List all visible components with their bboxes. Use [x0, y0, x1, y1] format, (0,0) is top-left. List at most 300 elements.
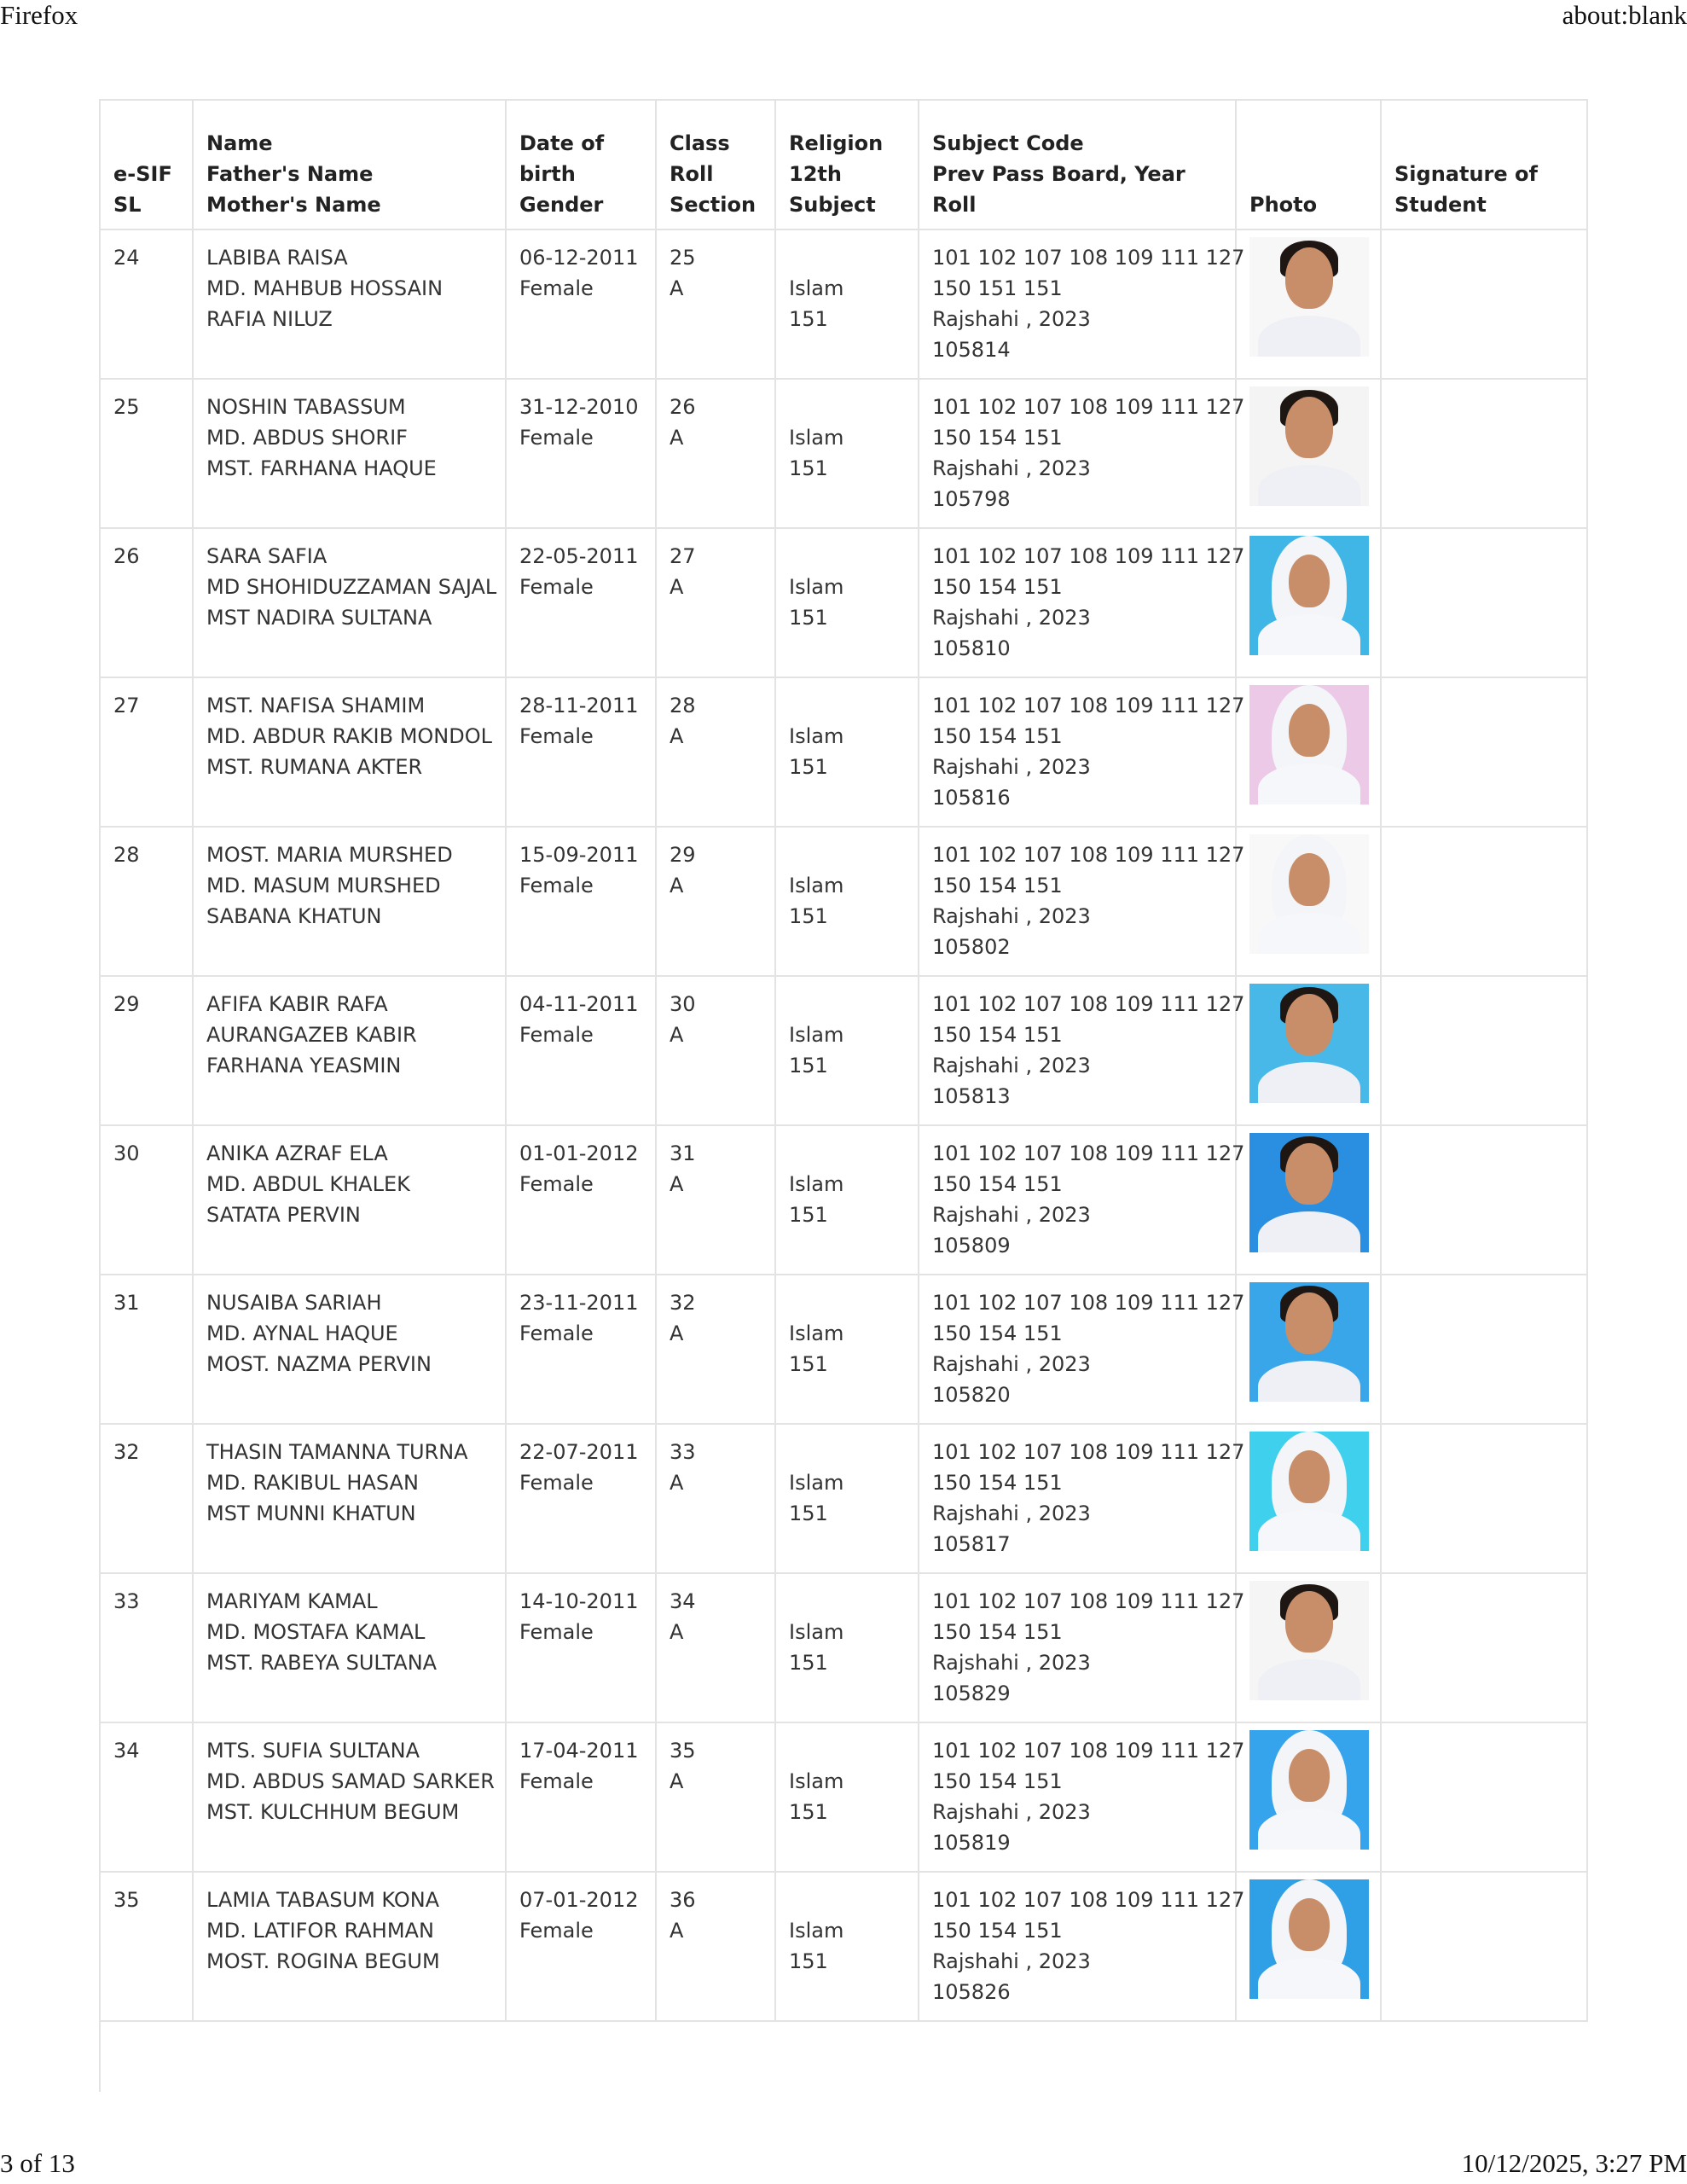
student-name: MARIYAM KAMAL: [206, 1589, 378, 1613]
serial-number: 30: [113, 1141, 140, 1165]
prev-pass-board-year: Rajshahi , 2023: [932, 1800, 1091, 1824]
gender: Female: [519, 426, 594, 450]
subject-codes: 101 102 107 108 109 111 127: [932, 1291, 1245, 1315]
date-of-birth: 22-05-2011: [519, 544, 639, 568]
gender: Female: [519, 1919, 594, 1943]
cell-dob: [506, 1872, 656, 2021]
student-photo: [1249, 1879, 1369, 1999]
student-photo: [1249, 1432, 1369, 1551]
serial-number: 27: [113, 694, 140, 717]
prev-pass-board-year: Rajshahi , 2023: [932, 755, 1091, 779]
religion: Islam: [789, 1321, 844, 1345]
prev-roll: 105820: [932, 1383, 1011, 1407]
date-of-birth: 06-12-2011: [519, 246, 639, 270]
cell-signature: [1381, 677, 1587, 827]
student-name: LABIBA RAISA: [206, 246, 348, 270]
cell-subject: [919, 528, 1245, 677]
prev-roll: 105816: [932, 786, 1011, 810]
prev-pass-board-year: Rajshahi , 2023: [932, 307, 1091, 331]
cell-sl: [100, 1424, 193, 1573]
gender: Female: [519, 1620, 594, 1644]
table-row: [100, 1275, 1587, 1424]
cell-class: [656, 1125, 775, 1275]
religion: Islam: [789, 1620, 844, 1644]
religion: Islam: [789, 426, 844, 450]
table-row: [100, 1424, 1587, 1573]
serial-number: 26: [113, 544, 140, 568]
cell-signature: [1381, 1125, 1587, 1275]
student-photo: [1249, 1133, 1369, 1252]
cell-photo: [1236, 1125, 1381, 1275]
cell-signature: [1381, 827, 1587, 976]
mother-name: MST. RUMANA AKTER: [206, 755, 423, 779]
cell-name: [193, 1125, 506, 1275]
date-of-birth: 23-11-2011: [519, 1291, 639, 1315]
twelfth-subject: 151: [789, 1203, 828, 1227]
prev-pass-board-year: Rajshahi , 2023: [932, 1203, 1091, 1227]
cell-subject: [919, 976, 1245, 1125]
father-name: MD. MAHBUB HOSSAIN: [206, 276, 443, 300]
date-of-birth: 14-10-2011: [519, 1589, 639, 1613]
cell-sl: [100, 1275, 193, 1424]
cell-class: [656, 1722, 775, 1872]
serial-number: 34: [113, 1739, 140, 1763]
cell-photo: [1236, 827, 1381, 976]
prev-roll: 105810: [932, 636, 1011, 660]
class-roll: 36: [670, 1888, 696, 1912]
prev-pass-board-year: Rajshahi , 2023: [932, 1949, 1091, 1973]
mother-name: RAFIA NILUZ: [206, 307, 333, 331]
father-name: AURANGAZEB KABIR: [206, 1023, 417, 1047]
mother-name: MST. KULCHHUM BEGUM: [206, 1800, 460, 1824]
gender: Female: [519, 575, 594, 599]
cell-sl: [100, 677, 193, 827]
cell-signature: [1381, 976, 1587, 1125]
class-roll: 27: [670, 544, 696, 568]
cell-religion: [775, 1872, 919, 2021]
cell-photo: [1236, 379, 1381, 528]
subject-codes-cont: 150 154 151: [932, 1172, 1063, 1196]
cell-photo: [1236, 1872, 1381, 2021]
father-name: MD. ABDUR RAKIB MONDOL: [206, 724, 493, 748]
father-name: MD. MOSTAFA KAMAL: [206, 1620, 426, 1644]
subject-codes: 101 102 107 108 109 111 127: [932, 1589, 1245, 1613]
father-name: MD. AYNAL HAQUE: [206, 1321, 398, 1345]
mother-name: FARHANA YEASMIN: [206, 1054, 402, 1077]
section: A: [670, 426, 684, 450]
cell-subject: [919, 1722, 1245, 1872]
mother-name: MST. FARHANA HAQUE: [206, 456, 437, 480]
cell-religion: [775, 677, 919, 827]
cell-signature: [1381, 379, 1587, 528]
cell-subject: [919, 229, 1245, 379]
student-name: MTS. SUFIA SULTANA: [206, 1739, 420, 1763]
serial-number: 28: [113, 843, 140, 867]
date-of-birth: 31-12-2010: [519, 395, 639, 419]
religion: Islam: [789, 276, 844, 300]
cell-class: [656, 827, 775, 976]
student-name: SARA SAFIA: [206, 544, 328, 568]
religion: Islam: [789, 1172, 844, 1196]
cell-subject: [919, 379, 1245, 528]
table-continuation-rule: [99, 2013, 101, 2092]
class-roll: 28: [670, 694, 696, 717]
class-roll: 26: [670, 395, 696, 419]
page-indicator: 3 of 13: [0, 2148, 75, 2178]
section: A: [670, 575, 684, 599]
cell-sl: [100, 229, 193, 379]
print-timestamp: 10/12/2025, 3:27 PM: [1461, 2148, 1687, 2178]
class-roll: 33: [670, 1440, 696, 1464]
student-photo: [1249, 834, 1369, 954]
cell-photo: [1236, 1722, 1381, 1872]
student-photo: [1249, 685, 1369, 804]
date-of-birth: 15-09-2011: [519, 843, 639, 867]
subject-codes: 101 102 107 108 109 111 127: [932, 395, 1245, 419]
section: A: [670, 724, 684, 748]
subject-codes-cont: 150 154 151: [932, 874, 1063, 897]
twelfth-subject: 151: [789, 307, 828, 331]
cell-sl: [100, 1872, 193, 2021]
cell-class: [656, 379, 775, 528]
student-photo: [1249, 1730, 1369, 1850]
father-name: MD. RAKIBUL HASAN: [206, 1471, 419, 1495]
section: A: [670, 1919, 684, 1943]
gender: Female: [519, 1471, 594, 1495]
cell-photo: [1236, 1573, 1381, 1722]
cell-sl: [100, 1722, 193, 1872]
cell-religion: [775, 1125, 919, 1275]
subject-codes: 101 102 107 108 109 111 127: [932, 1440, 1245, 1464]
prev-pass-board-year: Rajshahi , 2023: [932, 456, 1091, 480]
student-photo: [1249, 984, 1369, 1103]
header-name: Name Father's Name Mother's Name: [193, 100, 506, 229]
student-photo: [1249, 386, 1369, 506]
subject-codes-cont: 150 154 151: [932, 1471, 1063, 1495]
twelfth-subject: 151: [789, 1054, 828, 1077]
subject-codes-cont: 150 151 151: [932, 276, 1063, 300]
subject-codes-cont: 150 154 151: [932, 1023, 1063, 1047]
date-of-birth: 22-07-2011: [519, 1440, 639, 1464]
date-of-birth: 01-01-2012: [519, 1141, 639, 1165]
table-row: [100, 379, 1587, 528]
cell-name: [193, 1275, 506, 1424]
cell-religion: [775, 528, 919, 677]
header-signature: Signature of Student: [1381, 100, 1587, 229]
cell-name: [193, 677, 506, 827]
prev-roll: 105826: [932, 1980, 1011, 2004]
cell-dob: [506, 976, 656, 1125]
cell-subject: [919, 1872, 1245, 2021]
student-name: AFIFA KABIR RAFA: [206, 992, 388, 1016]
student-name: MST. NAFISA SHAMIM: [206, 694, 426, 717]
cell-subject: [919, 1275, 1245, 1424]
cell-religion: [775, 976, 919, 1125]
header-dob: Date of birth Gender: [506, 100, 656, 229]
religion: Islam: [789, 575, 844, 599]
class-roll: 34: [670, 1589, 696, 1613]
religion: Islam: [789, 1769, 844, 1793]
cell-sl: [100, 1125, 193, 1275]
table-header-row: [100, 100, 1587, 229]
cell-name: [193, 827, 506, 976]
cell-photo: [1236, 528, 1381, 677]
table-row: [100, 1722, 1587, 1872]
cell-signature: [1381, 1722, 1587, 1872]
cell-subject: [919, 677, 1245, 827]
twelfth-subject: 151: [789, 1949, 828, 1973]
cell-religion: [775, 1722, 919, 1872]
class-roll: 29: [670, 843, 696, 867]
gender: Female: [519, 1023, 594, 1047]
religion: Islam: [789, 1023, 844, 1047]
subject-codes-cont: 150 154 151: [932, 724, 1063, 748]
table-row: [100, 827, 1587, 976]
subject-codes: 101 102 107 108 109 111 127: [932, 1141, 1245, 1165]
cell-class: [656, 1573, 775, 1722]
gender: Female: [519, 874, 594, 897]
class-roll: 32: [670, 1291, 696, 1315]
twelfth-subject: 151: [789, 755, 828, 779]
student-roster-table: [99, 99, 1588, 2022]
cell-photo: [1236, 1275, 1381, 1424]
cell-class: [656, 677, 775, 827]
student-name: NUSAIBA SARIAH: [206, 1291, 382, 1315]
mother-name: SATATA PERVIN: [206, 1203, 361, 1227]
prev-roll: 105813: [932, 1084, 1011, 1108]
table-row: [100, 1573, 1587, 1722]
cell-class: [656, 976, 775, 1125]
cell-class: [656, 1872, 775, 2021]
religion: Islam: [789, 724, 844, 748]
cell-subject: [919, 1573, 1245, 1722]
subject-codes: 101 102 107 108 109 111 127: [932, 1888, 1245, 1912]
mother-name: MST NADIRA SULTANA: [206, 606, 432, 630]
date-of-birth: 28-11-2011: [519, 694, 639, 717]
browser-name: Firefox: [0, 0, 78, 30]
mother-name: MST MUNNI KHATUN: [206, 1502, 416, 1525]
header-photo: Photo: [1236, 100, 1381, 229]
twelfth-subject: 151: [789, 1800, 828, 1824]
table-row: [100, 528, 1587, 677]
subject-codes-cont: 150 154 151: [932, 1919, 1063, 1943]
section: A: [670, 1172, 684, 1196]
section: A: [670, 1023, 684, 1047]
subject-codes-cont: 150 154 151: [932, 1321, 1063, 1345]
cell-religion: [775, 1275, 919, 1424]
cell-class: [656, 1275, 775, 1424]
cell-name: [193, 1722, 506, 1872]
gender: Female: [519, 1321, 594, 1345]
subject-codes: 101 102 107 108 109 111 127: [932, 843, 1245, 867]
cell-dob: [506, 1275, 656, 1424]
gender: Female: [519, 1769, 594, 1793]
prev-pass-board-year: Rajshahi , 2023: [932, 1352, 1091, 1376]
section: A: [670, 1471, 684, 1495]
twelfth-subject: 151: [789, 904, 828, 928]
cell-dob: [506, 1573, 656, 1722]
gender: Female: [519, 724, 594, 748]
student-photo: [1249, 237, 1369, 357]
cell-name: [193, 229, 506, 379]
class-roll: 30: [670, 992, 696, 1016]
cell-photo: [1236, 677, 1381, 827]
prev-roll: 105814: [932, 338, 1011, 362]
date-of-birth: 07-01-2012: [519, 1888, 639, 1912]
cell-name: [193, 1424, 506, 1573]
cell-class: [656, 229, 775, 379]
student-photo: [1249, 536, 1369, 655]
serial-number: 25: [113, 395, 140, 419]
page-url: about:blank: [1562, 0, 1687, 30]
prev-pass-board-year: Rajshahi , 2023: [932, 904, 1091, 928]
serial-number: 33: [113, 1589, 140, 1613]
cell-signature: [1381, 229, 1587, 379]
header-religion: Religion 12th Subject: [775, 100, 919, 229]
prev-pass-board-year: Rajshahi , 2023: [932, 606, 1091, 630]
cell-name: [193, 1872, 506, 2021]
subject-codes: 101 102 107 108 109 111 127: [932, 1739, 1245, 1763]
serial-number: 32: [113, 1440, 140, 1464]
table-row: [100, 677, 1587, 827]
prev-roll: 105829: [932, 1682, 1011, 1705]
cell-dob: [506, 528, 656, 677]
subject-codes: 101 102 107 108 109 111 127: [932, 992, 1245, 1016]
subject-codes-cont: 150 154 151: [932, 575, 1063, 599]
father-name: MD. ABDUS SHORIF: [206, 426, 408, 450]
header-class: Class Roll Section: [656, 100, 775, 229]
student-name: NOSHIN TABASSUM: [206, 395, 406, 419]
serial-number: 24: [113, 246, 140, 270]
cell-dob: [506, 1125, 656, 1275]
twelfth-subject: 151: [789, 1502, 828, 1525]
student-name: LAMIA TABASUM KONA: [206, 1888, 440, 1912]
student-name: ANIKA AZRAF ELA: [206, 1141, 388, 1165]
mother-name: MOST. ROGINA BEGUM: [206, 1949, 440, 1973]
date-of-birth: 17-04-2011: [519, 1739, 639, 1763]
cell-class: [656, 528, 775, 677]
cell-sl: [100, 528, 193, 677]
table-row: [100, 1125, 1587, 1275]
table-row: [100, 1872, 1587, 2021]
cell-religion: [775, 1573, 919, 1722]
cell-religion: [775, 1424, 919, 1573]
cell-religion: [775, 379, 919, 528]
gender: Female: [519, 1172, 594, 1196]
subject-codes-cont: 150 154 151: [932, 1769, 1063, 1793]
cell-dob: [506, 229, 656, 379]
father-name: MD. ABDUL KHALEK: [206, 1172, 410, 1196]
prev-pass-board-year: Rajshahi , 2023: [932, 1054, 1091, 1077]
subject-codes: 101 102 107 108 109 111 127: [932, 694, 1245, 717]
cell-sl: [100, 1573, 193, 1722]
religion: Islam: [789, 1471, 844, 1495]
prev-roll: 105809: [932, 1234, 1011, 1258]
cell-name: [193, 379, 506, 528]
prev-roll: 105817: [932, 1532, 1011, 1556]
religion: Islam: [789, 874, 844, 897]
gender: Female: [519, 276, 594, 300]
cell-signature: [1381, 1424, 1587, 1573]
subject-codes-cont: 150 154 151: [932, 1620, 1063, 1644]
subject-codes: 101 102 107 108 109 111 127: [932, 246, 1245, 270]
father-name: MD. MASUM MURSHED: [206, 874, 441, 897]
father-name: MD. LATIFOR RAHMAN: [206, 1919, 434, 1943]
serial-number: 35: [113, 1888, 140, 1912]
twelfth-subject: 151: [789, 606, 828, 630]
cell-sl: [100, 976, 193, 1125]
cell-subject: [919, 1125, 1245, 1275]
cell-dob: [506, 1722, 656, 1872]
subject-codes: 101 102 107 108 109 111 127: [932, 544, 1245, 568]
cell-name: [193, 528, 506, 677]
class-roll: 31: [670, 1141, 696, 1165]
cell-religion: [775, 827, 919, 976]
cell-name: [193, 1573, 506, 1722]
prev-pass-board-year: Rajshahi , 2023: [932, 1651, 1091, 1675]
cell-photo: [1236, 976, 1381, 1125]
table-row: [100, 976, 1587, 1125]
cell-signature: [1381, 1275, 1587, 1424]
section: A: [670, 1620, 684, 1644]
twelfth-subject: 151: [789, 1352, 828, 1376]
cell-dob: [506, 677, 656, 827]
cell-dob: [506, 379, 656, 528]
class-roll: 25: [670, 246, 696, 270]
header-subject: Subject Code Prev Pass Board, Year Roll: [919, 100, 1236, 229]
class-roll: 35: [670, 1739, 696, 1763]
table-row: [100, 229, 1587, 379]
section: A: [670, 276, 684, 300]
cell-sl: [100, 379, 193, 528]
twelfth-subject: 151: [789, 456, 828, 480]
cell-subject: [919, 827, 1245, 976]
cell-dob: [506, 827, 656, 976]
religion: Islam: [789, 1919, 844, 1943]
header-sl: e-SIF SL: [100, 100, 193, 229]
cell-sl: [100, 827, 193, 976]
cell-signature: [1381, 1872, 1587, 2021]
cell-religion: [775, 229, 919, 379]
prev-roll: 105819: [932, 1831, 1011, 1855]
cell-photo: [1236, 1424, 1381, 1573]
mother-name: MOST. NAZMA PERVIN: [206, 1352, 432, 1376]
section: A: [670, 1769, 684, 1793]
print-footer: [0, 2148, 1687, 2182]
cell-dob: [506, 1424, 656, 1573]
father-name: MD SHOHIDUZZAMAN SAJAL: [206, 575, 497, 599]
father-name: MD. ABDUS SAMAD SARKER: [206, 1769, 495, 1793]
subject-codes-cont: 150 154 151: [932, 426, 1063, 450]
serial-number: 31: [113, 1291, 140, 1315]
student-photo: [1249, 1282, 1369, 1402]
cell-name: [193, 976, 506, 1125]
serial-number: 29: [113, 992, 140, 1016]
cell-photo: [1236, 229, 1381, 379]
prev-pass-board-year: Rajshahi , 2023: [932, 1502, 1091, 1525]
student-name: THASIN TAMANNA TURNA: [206, 1440, 468, 1464]
twelfth-subject: 151: [789, 1651, 828, 1675]
print-header: [0, 0, 1687, 34]
section: A: [670, 1321, 684, 1345]
cell-subject: [919, 1424, 1245, 1573]
prev-roll: 105802: [932, 935, 1011, 959]
student-photo: [1249, 1581, 1369, 1700]
mother-name: SABANA KHATUN: [206, 904, 382, 928]
student-name: MOST. MARIA MURSHED: [206, 843, 453, 867]
cell-signature: [1381, 528, 1587, 677]
prev-roll: 105798: [932, 487, 1011, 511]
